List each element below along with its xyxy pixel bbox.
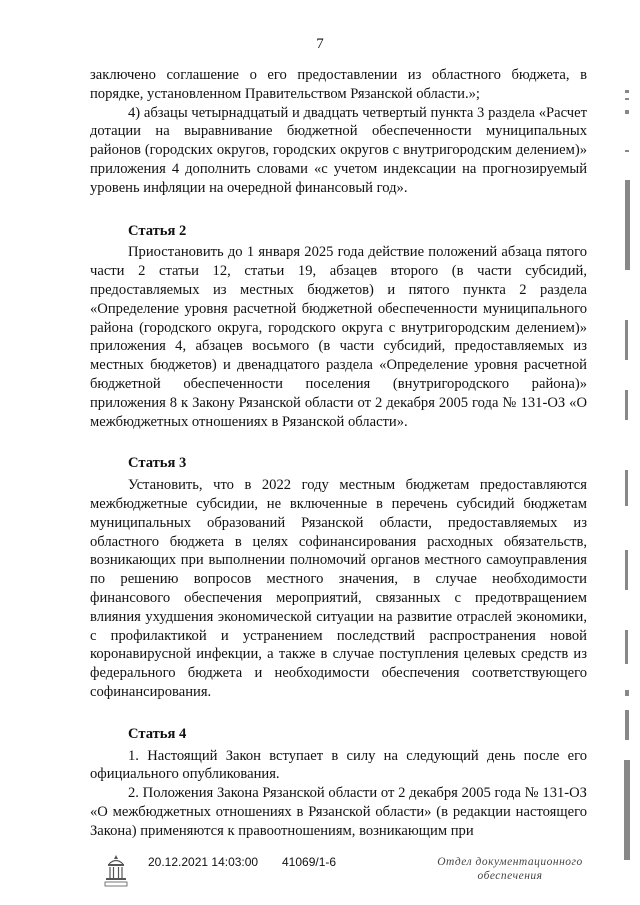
article-2-heading: Статья 2 [128, 222, 187, 239]
duma-emblem-icon [101, 852, 131, 890]
continuation-paragraph-1: заключено соглашение о его предоставлении из областного бюджета, в порядке, установленном Правительством Рязанской области.»; [90, 67, 587, 102]
article-4-paragraph-1: 1. Настоящий Закон вступает в силу на следующий день после его официального опубликования. [90, 747, 587, 783]
margin-barcode [622, 90, 632, 870]
continuation-paragraph-2: 4) абзацы четырнадцатый и двадцать четвертый пункта 3 раздела «Расчет дотации на выравнивание бюджетной обеспеченности муниципальных районов (городских округов, городских округов с внутригородским делением)» приложения 4 дополнить словами «с учетом индексации на прогнозируемый уровень инфляции на очередной финансовый год». [90, 104, 587, 196]
article-3-paragraph: Установить, что в 2022 году местным бюджетам предоставляются межбюджетные субсидии, не включенные в перечень субсидий бюджетам муниципальных образований Рязанской области, предоставляемых из областного бюджета в целях софинансирования расходных обязательств, возникающих при выполнении полномочий органов местного самоуправления по решению вопросов местного значения, в случае необходимости финансового обеспечения мероприятий, связанных с предотвращением влияния ухудшения экономической ситуации на развитие отраслей экономики, с профилактикой и устранением последствий распространения новой коронавирусной инфекции, а также в случае поступления целевых средств из федерального бюджета и необходимости обеспечения соответствующего софинансирования. [90, 477, 587, 700]
department-stamp [420, 855, 600, 883]
article-4-paragraph-2: 2. Положения Закона Рязанской области от 2 декабря 2005 года № 131-ОЗ «О межбюджетных отношениях в Рязанской области» (в редакции настоящего Закона) применяются к правоотношениям, возникающим при [90, 785, 587, 839]
footer-date: 20.12.2021 14:03:00 [148, 855, 259, 869]
document-body [90, 66, 587, 840]
footer-doc-number: 41069/1-6 [282, 855, 337, 869]
stamp-line-2: обеспечения [477, 870, 543, 882]
article-4-heading: Статья 4 [128, 725, 187, 742]
page-footer [0, 855, 640, 895]
page-number: 7 [316, 36, 324, 52]
article-3-heading: Статья 3 [128, 455, 187, 472]
article-2-paragraph: Приостановить до 1 января 2025 года действие положений абзаца пятого части 2 статьи 12, статьи 19, абзацев второго (в части субсидий, предоставляемых из местных бюджетов) и пятого пункта 2 раздела «Определение уровня расчетной бюджетной обеспеченности муниципального района (городского округа, городского округа с внутригородским делением)» приложения 4, абзацев восьмого (в части субсидий, предоставляемых из местных бюджетов) и двенадцатого раздела «Определение уровня расчетной бюджетной обеспеченности поселения (внутригородского района)» приложения 8 к Закону Рязанской области от 2 декабря 2005 года № 131-ОЗ «О межбюджетных отношениях в Рязанской области». [90, 244, 587, 430]
stamp-line-1: Отдел документационного [437, 856, 583, 868]
